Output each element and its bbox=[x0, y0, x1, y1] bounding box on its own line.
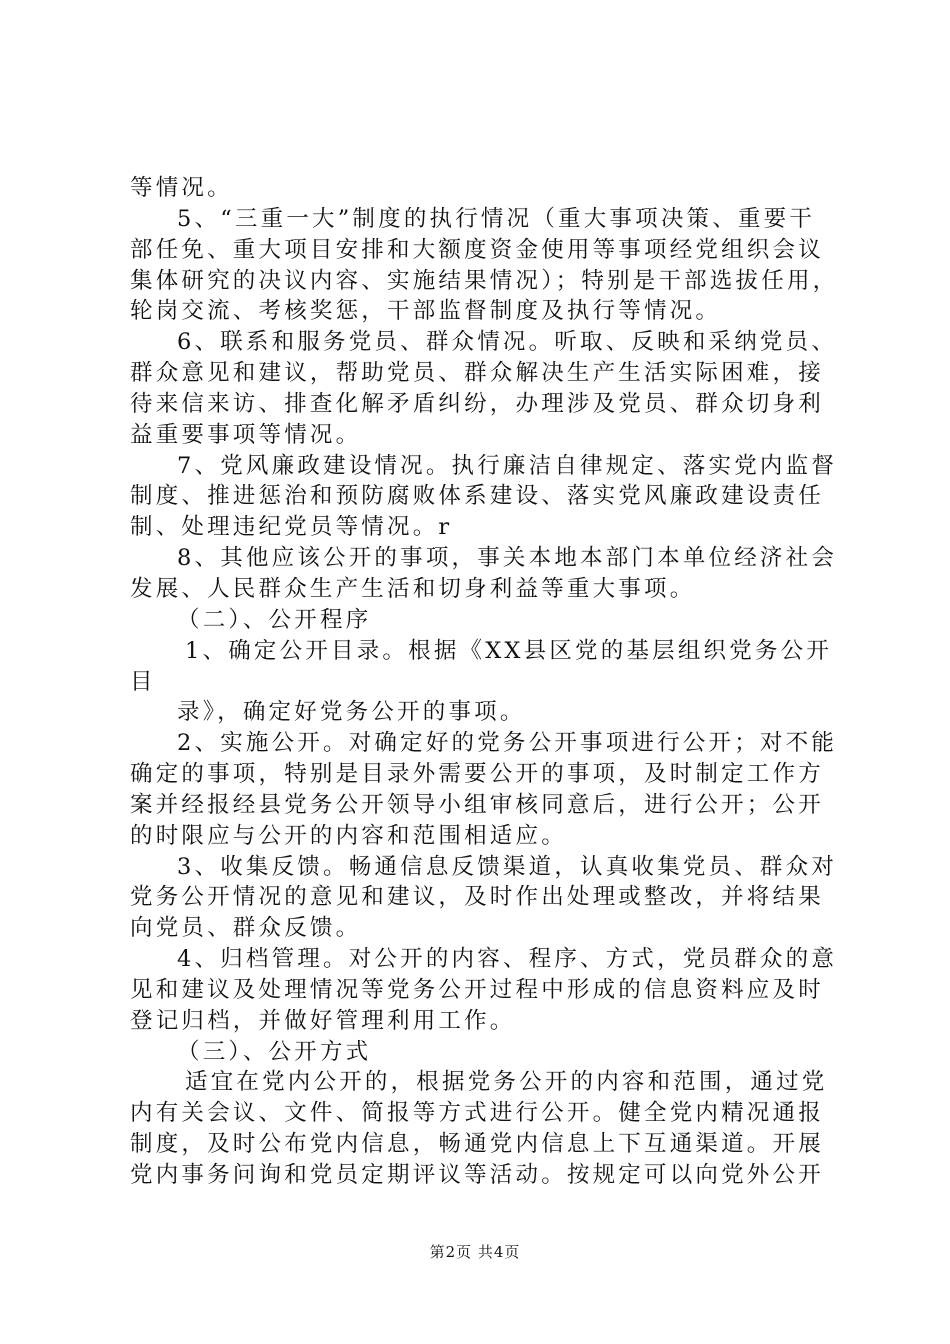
text-line: 的时限应与公开的内容和范围相适应。 bbox=[130, 822, 567, 849]
text-line: 部任免、重大项目安排和大额度资金使用等事项经党组织会议 bbox=[130, 236, 824, 263]
text-line: 制度，及时公布党内信息，畅通党内信息上下互通渠道。开展 bbox=[130, 1131, 824, 1158]
text-line: 登记归档，并做好管理利用工作。 bbox=[130, 1007, 516, 1034]
text-line: 待来信来访、排查化解矛盾纠纷，办理涉及党员、群众切身利 bbox=[130, 390, 824, 417]
text-line: 录》，确定好党务公开的事项。 bbox=[177, 699, 526, 726]
text-line: 益重要事项等情况。 bbox=[130, 421, 362, 448]
text-line: 向党员、群众反馈。 bbox=[130, 915, 362, 942]
text-line: 6、联系和服务党员、群众情况。听取、反映和采纳党员、 bbox=[177, 329, 838, 356]
text-line: 案并经报经县党务公开领导小组审核同意后，进行公开；公开 bbox=[130, 791, 824, 818]
text-line: 发展、人民群众生产生活和切身利益等重大事项。 bbox=[130, 575, 696, 602]
text-line: 党内事务问询和党员定期评议等活动。按规定可以向党外公开 bbox=[130, 1162, 824, 1188]
text-line: 适宜在党内公开的，根据党务公开的内容和范围，通过党 bbox=[185, 1069, 828, 1096]
text-line: 2、实施公开。对确定好的党务公开事项进行公开；对不能 bbox=[177, 730, 838, 757]
text-line: 轮岗交流、考核奖惩，干部监督制度及执行等情况。 bbox=[130, 298, 722, 325]
text-line: 3、收集反馈。畅通信息反馈渠道，认真收集党员、群众对 bbox=[177, 853, 838, 880]
text-line: 集体研究的决议内容、实施结果情况）；特别是干部选拔任用， bbox=[130, 267, 839, 294]
text-line: 见和建议及处理情况等党务公开过程中形成的信息资料应及时 bbox=[130, 976, 824, 1003]
text-line: 5、“三重一大”制度的执行情况（重大事项决策、重要干 bbox=[177, 205, 816, 232]
text-line: 制度、推进惩治和预防腐败体系建设、落实党风廉政建设责任 bbox=[130, 483, 824, 510]
text-line: 党务公开情况的意见和建议，及时作出处理或整改，并将结果 bbox=[130, 884, 824, 911]
text-line: 1、确定公开目录。根据《XX县区党的基层组织党务公开 bbox=[185, 637, 833, 664]
text-line: 7、党风廉政建设情况。执行廉洁自律规定、落实党内监督 bbox=[177, 452, 838, 479]
page-number-footer: 第2页 共4页 bbox=[429, 1243, 521, 1261]
text-line: 目 bbox=[130, 668, 156, 695]
text-line: 内有关会议、文件、简报等方式进行公开。健全党内精况通报 bbox=[130, 1100, 824, 1127]
text-line: 8、其他应该公开的事项，事关本地本部门本单位经济社会 bbox=[177, 545, 838, 572]
text-line: 制、处理违纪党员等情况。r bbox=[130, 514, 453, 541]
text-line: 群众意见和建议，帮助党员、群众解决生产生活实际困难，接 bbox=[130, 360, 824, 387]
text-line: 确定的事项，特别是目录外需要公开的事项，及时制定工作方 bbox=[130, 761, 824, 788]
text-line: 等情况。 bbox=[130, 175, 233, 201]
section-heading: （二）、公开程序 bbox=[177, 606, 372, 633]
text-line: 4、归档管理。对公开的内容、程序、方式，党员群众的意 bbox=[177, 946, 838, 973]
section-heading: （三）、公开方式 bbox=[177, 1038, 372, 1065]
